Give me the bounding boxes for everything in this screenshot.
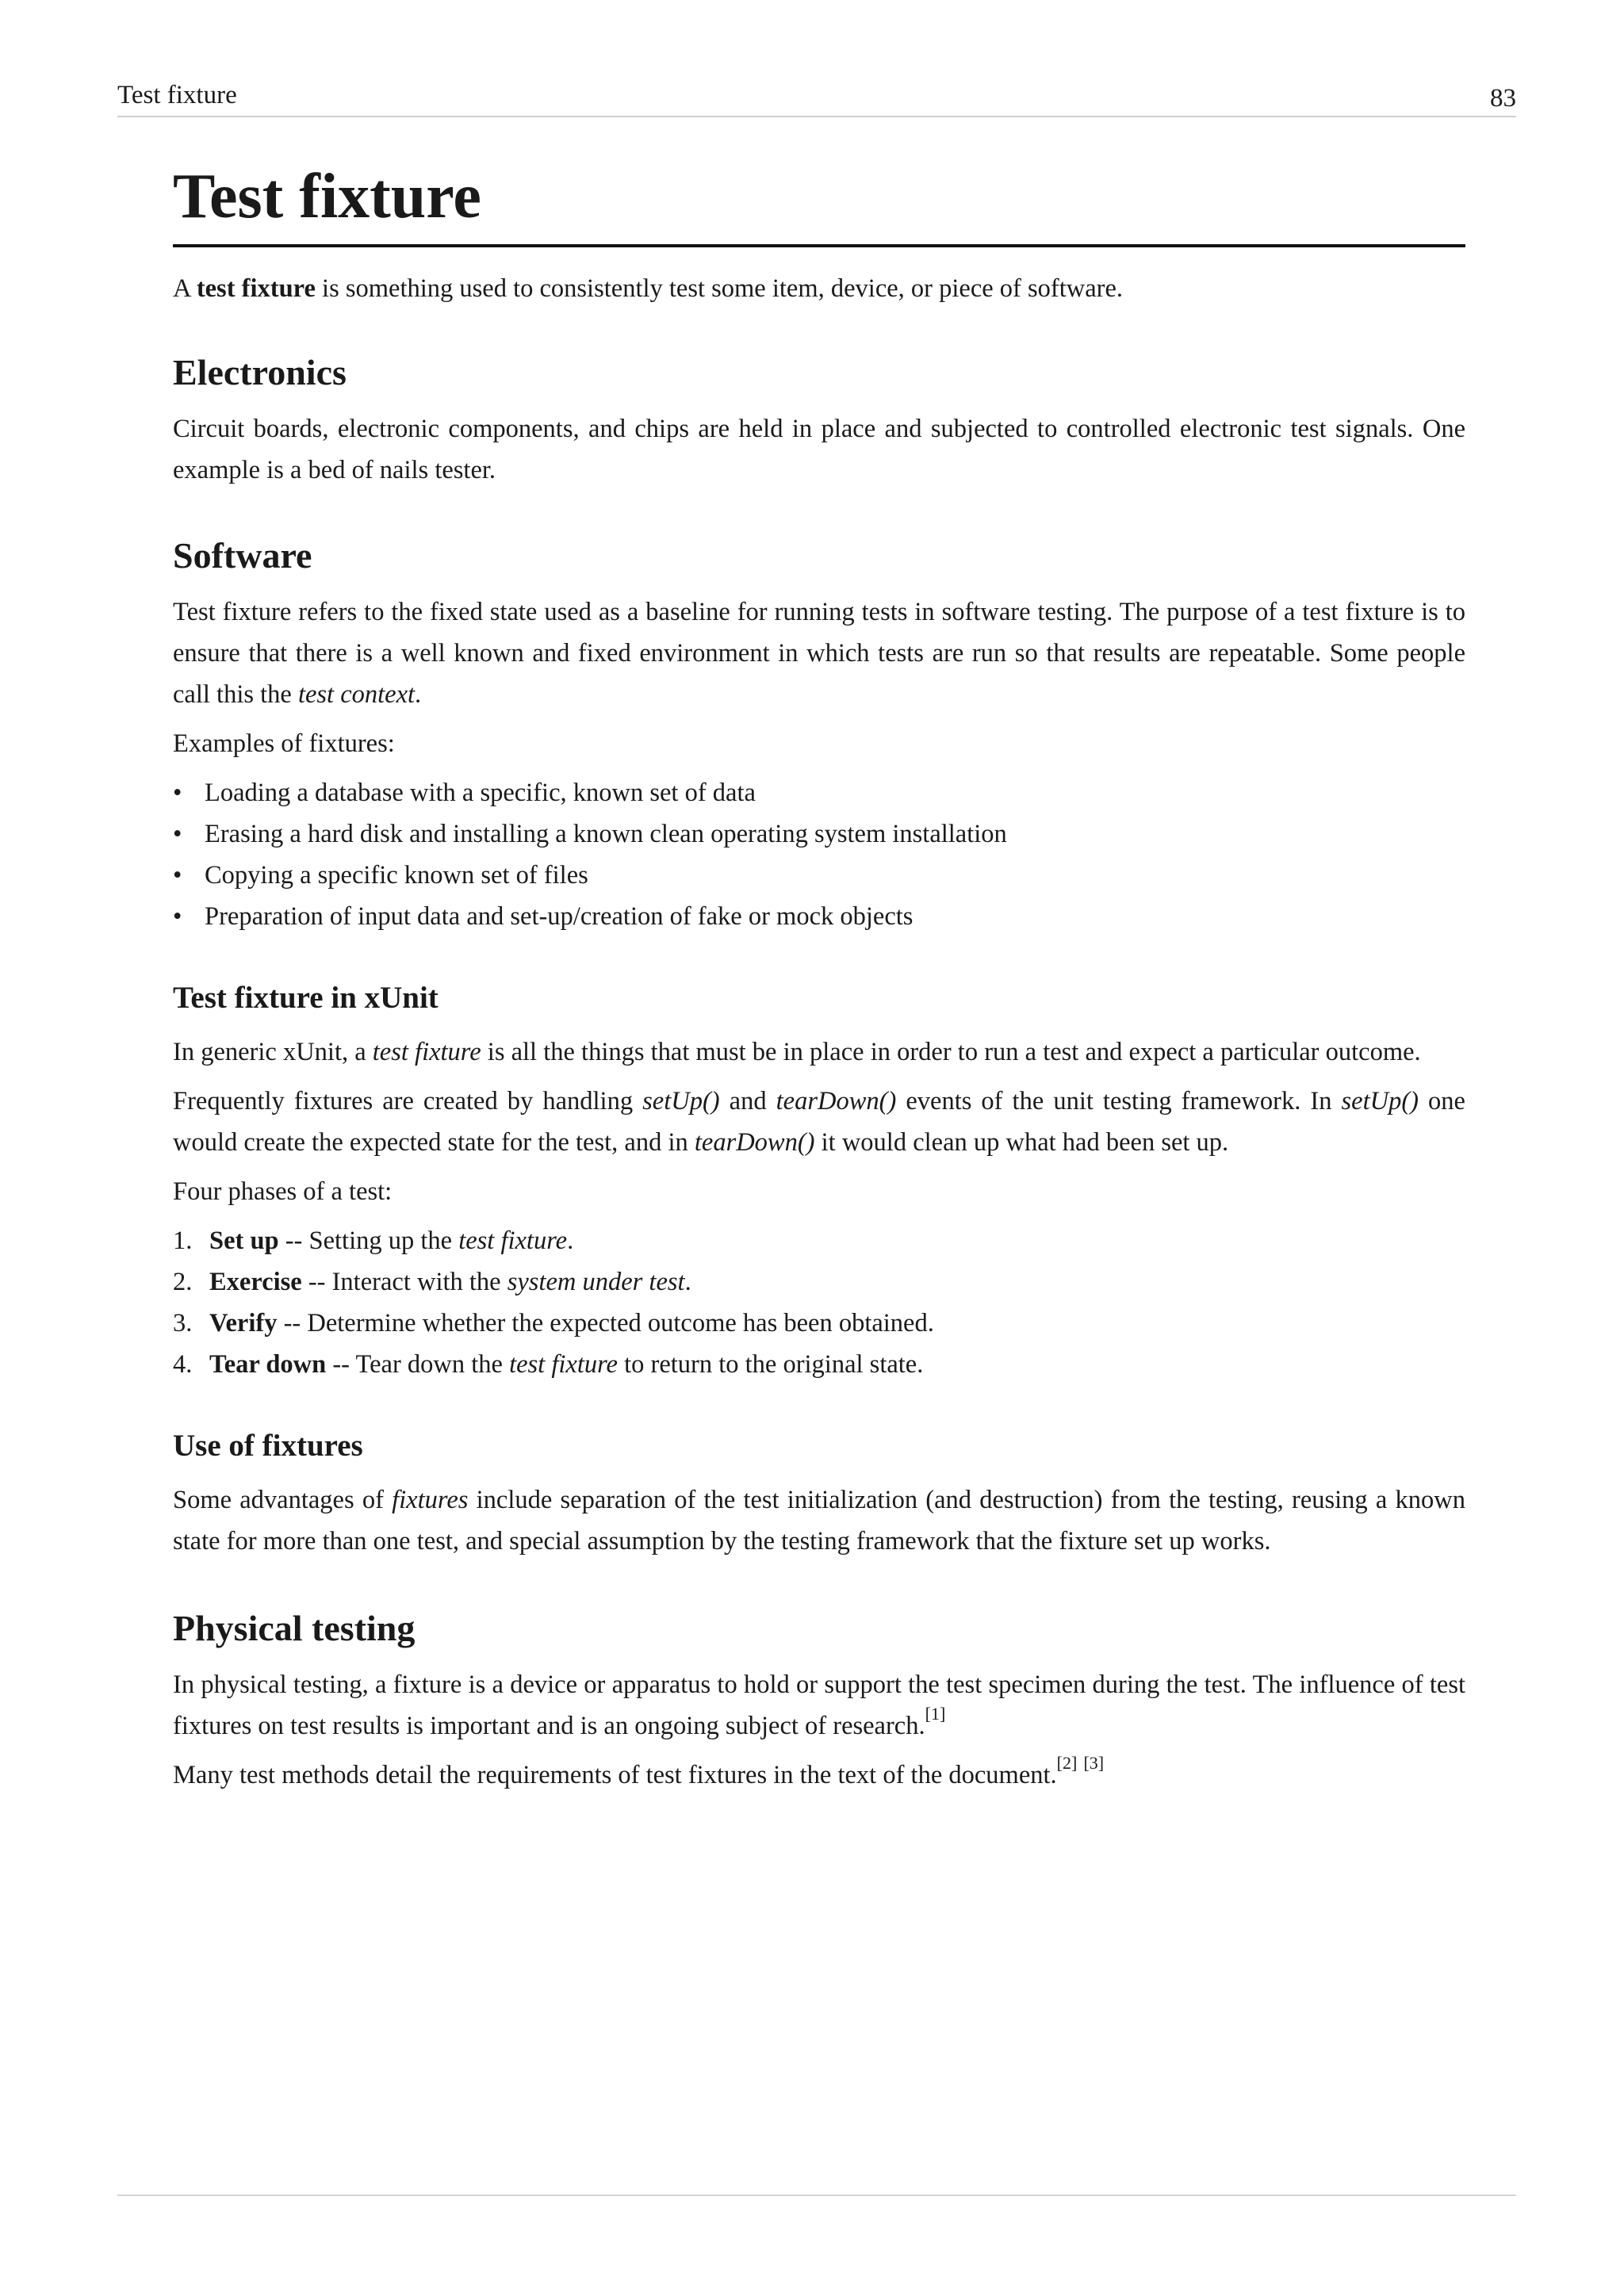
article-title: Test fixture bbox=[173, 160, 1465, 247]
intro-term: test fixture bbox=[196, 274, 316, 303]
citation-1[interactable]: [1] bbox=[925, 1704, 946, 1724]
section-heading-electronics: Electronics bbox=[173, 352, 347, 392]
list-item: 1. Set up -- Setting up the test fixture. bbox=[173, 1226, 574, 1256]
running-title: Test fixture bbox=[117, 81, 237, 109]
intro-paragraph: A test fixture is something used to consistently test some item, device, or piece of software. bbox=[173, 274, 1124, 303]
list-item: 4. Tear down -- Tear down the test fixture to return to the original state. bbox=[173, 1350, 924, 1380]
physical-paragraph-2: Many test methods detail the requirements of test fixtures in the text of the document.[2] [3] bbox=[173, 1753, 1105, 1790]
examples-list bbox=[173, 772, 1465, 937]
section-heading-use-of-fixtures: Use of fixtures bbox=[173, 1429, 363, 1464]
use-of-fixtures-paragraph: Some advantages of fixtures include separation of the test initialization (and destruction) from the testing, reusing a known state for more than one test, and special assumption by the testing framework that the fixture set up works. bbox=[173, 1485, 1465, 1556]
article-body bbox=[173, 160, 1465, 1796]
xunit-paragraph-2: Frequently fixtures are created by handling setUp() and tearDown() events of the unit testing framework. In setUp() one would create the expected state for the test, and in tearDown() it would clean up what had been set up. bbox=[173, 1087, 1465, 1158]
list-item: 3. Verify -- Determine whether the expected outcome has been obtained. bbox=[173, 1309, 934, 1338]
phases-intro: Four phases of a test: bbox=[173, 1177, 393, 1207]
physical-paragraph-1: In physical testing, a fixture is a device or apparatus to hold or support the test specimen during the test. The influence of test fixtures on test results is important and is an ongoing subject of research.[1] bbox=[173, 1670, 1465, 1741]
list-item: • Copying a specific known set of files bbox=[173, 861, 588, 890]
section-heading-software: Software bbox=[173, 535, 312, 576]
section-heading-xunit: Test fixture in xUnit bbox=[173, 981, 439, 1016]
list-item: • Loading a database with a specific, known set of data bbox=[173, 779, 756, 808]
page-number: 83 bbox=[1490, 84, 1516, 113]
xunit-paragraph-1: In generic xUnit, a test fixture is all the things that must be in place in order to run a test and expect a particular outcome. bbox=[173, 1038, 1421, 1067]
phases-list bbox=[173, 1220, 1465, 1385]
running-header bbox=[117, 76, 1516, 117]
list-item: • Preparation of input data and set-up/creation of fake or mock objects bbox=[173, 902, 914, 932]
citation-3[interactable]: [3] bbox=[1083, 1753, 1105, 1774]
footer-rule bbox=[117, 2195, 1516, 2196]
list-item: 2. Exercise -- Interact with the system under test. bbox=[173, 1268, 691, 1297]
list-item: • Erasing a hard disk and installing a known clean operating system installation bbox=[173, 820, 1007, 849]
citation-2[interactable]: [2] bbox=[1056, 1753, 1078, 1774]
software-paragraph: Test fixture refers to the fixed state used as a baseline for running tests in software testing. The purpose of a test fixture is to ensure that there is a well known and fixed environment in which tests are run so that results are repeatable. Some people call this the test context. bbox=[173, 598, 1465, 710]
section-heading-physical-testing: Physical testing bbox=[173, 1607, 416, 1648]
examples-intro: Examples of fixtures: bbox=[173, 729, 395, 759]
electronics-paragraph: Circuit boards, electronic components, and chips are held in place and subjected to controlled electronic test signals. One example is a bed of nails tester. bbox=[173, 415, 1465, 485]
